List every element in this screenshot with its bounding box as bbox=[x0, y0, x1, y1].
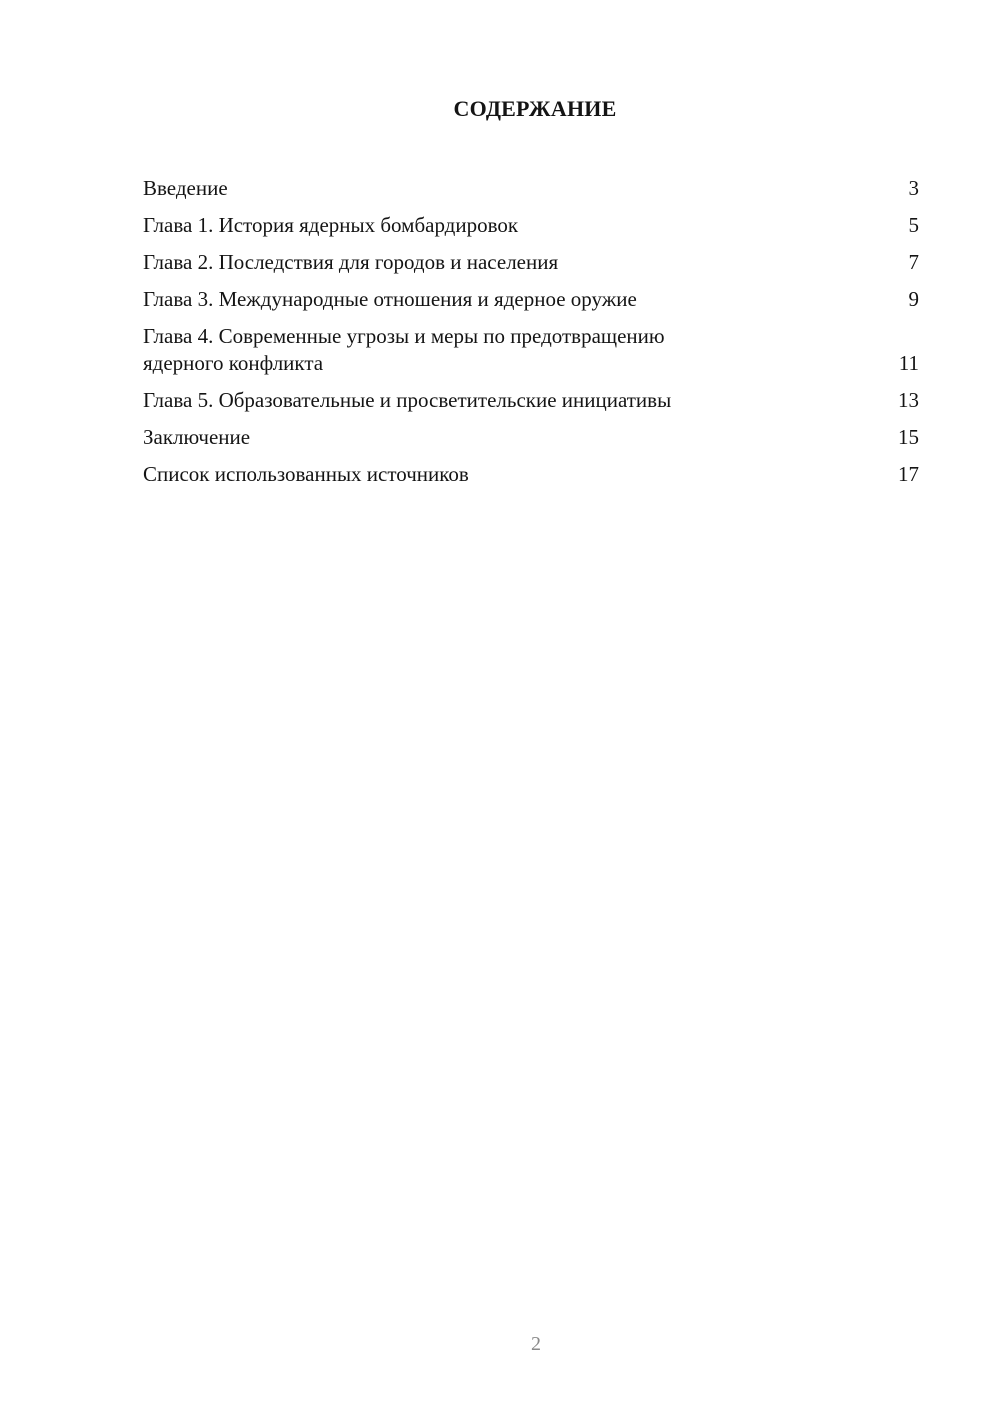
toc-entry-label: Глава 1. История ядерных бомбардировок bbox=[143, 213, 519, 237]
toc-entry-page: 9 bbox=[908, 287, 919, 311]
toc-entry-label: Глава 3. Международные отношения и ядерное оружие bbox=[143, 287, 637, 311]
toc-entry-page: 11 bbox=[898, 351, 919, 375]
toc-entry-label: Глава 4. Современные угрозы и меры по предотвращению ядерного конфликта bbox=[143, 324, 665, 375]
toc-entry-label: Глава 5. Образовательные и просветительские инициативы bbox=[143, 388, 672, 412]
toc-entry bbox=[143, 244, 919, 281]
toc-entry-page: 5 bbox=[908, 213, 919, 237]
toc-entry-label: Заключение bbox=[143, 425, 251, 449]
toc-entry-page: 17 bbox=[898, 462, 919, 486]
table-of-contents bbox=[143, 170, 919, 493]
toc-entry-page: 13 bbox=[898, 388, 919, 412]
toc-entry bbox=[143, 456, 919, 493]
page-title: СОДЕРЖАНИЕ bbox=[453, 96, 617, 121]
toc-entry-page: 15 bbox=[898, 425, 919, 449]
toc-entry-label: Список использованных источников bbox=[143, 462, 469, 486]
toc-entry-page: 7 bbox=[908, 250, 919, 274]
toc-entry bbox=[143, 382, 919, 419]
page-number: 2 bbox=[531, 1333, 541, 1355]
toc-entry-label: Глава 2. Последствия для городов и населения bbox=[143, 250, 559, 274]
toc-entry bbox=[143, 318, 919, 382]
toc-entry bbox=[143, 207, 919, 244]
toc-entry bbox=[143, 419, 919, 456]
toc-entry-label: Введение bbox=[143, 176, 228, 200]
toc-entry-page: 3 bbox=[908, 176, 919, 200]
toc-entry bbox=[143, 170, 919, 207]
toc-entry bbox=[143, 281, 919, 318]
